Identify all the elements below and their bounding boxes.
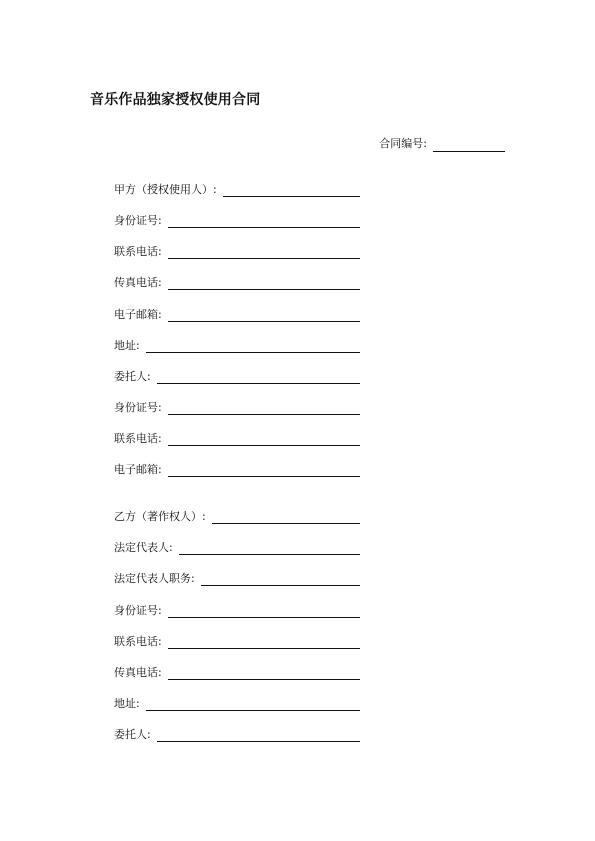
party-b-fax-blank[interactable]: [168, 667, 360, 680]
party-b-address-label: 地址:: [114, 697, 140, 710]
party-a-fax-label: 传真电话:: [114, 276, 162, 289]
party-a-agent-id-label: 身份证号:: [114, 401, 162, 414]
party-a-phone-blank[interactable]: [168, 246, 360, 259]
party-b-address-field: [114, 696, 360, 712]
party-a-agent-phone-blank[interactable]: [168, 433, 360, 446]
party-a-phone-field: [114, 244, 360, 260]
contract-number-field: [379, 136, 505, 152]
party-a-agent-blank[interactable]: [157, 371, 360, 384]
party-b-phone-label: 联系电话:: [114, 635, 162, 648]
party-a-name-blank[interactable]: [223, 184, 360, 197]
party-b-fax-field: [114, 665, 360, 681]
party-a-id-label: 身份证号:: [114, 214, 162, 227]
party-b-name-field: [114, 509, 360, 525]
party-b-legal-rep-field: [114, 540, 360, 556]
party-b-legal-rep-title-field: [114, 571, 360, 587]
party-a-agent-label: 委托人:: [114, 370, 151, 383]
party-b-agent-blank[interactable]: [157, 729, 360, 742]
party-b-id-blank[interactable]: [168, 605, 360, 618]
party-a-email-blank[interactable]: [168, 309, 360, 322]
party-a-address-field: [114, 338, 360, 354]
party-b-legal-rep-blank[interactable]: [179, 542, 360, 555]
party-a-name-field: [114, 182, 360, 198]
party-a-agent-phone-label: 联系电话:: [114, 432, 162, 445]
party-a-agent-email-blank[interactable]: [168, 464, 360, 477]
party-b-id-field: [114, 603, 360, 619]
party-b-phone-blank[interactable]: [168, 636, 360, 649]
contract-number-blank[interactable]: [433, 139, 505, 152]
party-a-agent-email-field: [114, 462, 360, 478]
party-a-address-blank[interactable]: [146, 340, 360, 353]
party-a-id-field: [114, 213, 360, 229]
party-b-legal-rep-label: 法定代表人:: [114, 541, 173, 554]
party-b-legal-rep-title-blank[interactable]: [201, 573, 360, 586]
document-title: 音乐作品独家授权使用合同: [90, 92, 261, 108]
party-a-email-label: 电子邮箱:: [114, 308, 162, 321]
party-a-agent-field: [114, 369, 360, 385]
party-b-address-blank[interactable]: [146, 698, 360, 711]
party-a-fax-blank[interactable]: [168, 277, 360, 290]
party-b-fax-label: 传真电话:: [114, 666, 162, 679]
party-b-phone-field: [114, 634, 360, 650]
party-a-fax-field: [114, 275, 360, 291]
party-a-agent-id-blank[interactable]: [168, 402, 360, 415]
party-b-name-label: 乙方（著作权人）:: [114, 510, 206, 523]
party-a-agent-id-field: [114, 400, 360, 416]
party-a-phone-label: 联系电话:: [114, 245, 162, 258]
party-a-address-label: 地址:: [114, 339, 140, 352]
party-b-name-blank[interactable]: [212, 511, 360, 524]
party-a-id-blank[interactable]: [168, 215, 360, 228]
party-b-agent-label: 委托人:: [114, 728, 151, 741]
contract-number-label: 合同编号:: [379, 137, 427, 150]
party-b-id-label: 身份证号:: [114, 604, 162, 617]
party-a-email-field: [114, 307, 360, 323]
party-a-agent-phone-field: [114, 431, 360, 447]
party-a-agent-email-label: 电子邮箱:: [114, 463, 162, 476]
party-b-agent-field: [114, 727, 360, 743]
party-b-legal-rep-title-label: 法定代表人职务:: [114, 572, 195, 585]
party-a-name-label: 甲方（授权使用人）:: [114, 183, 217, 196]
